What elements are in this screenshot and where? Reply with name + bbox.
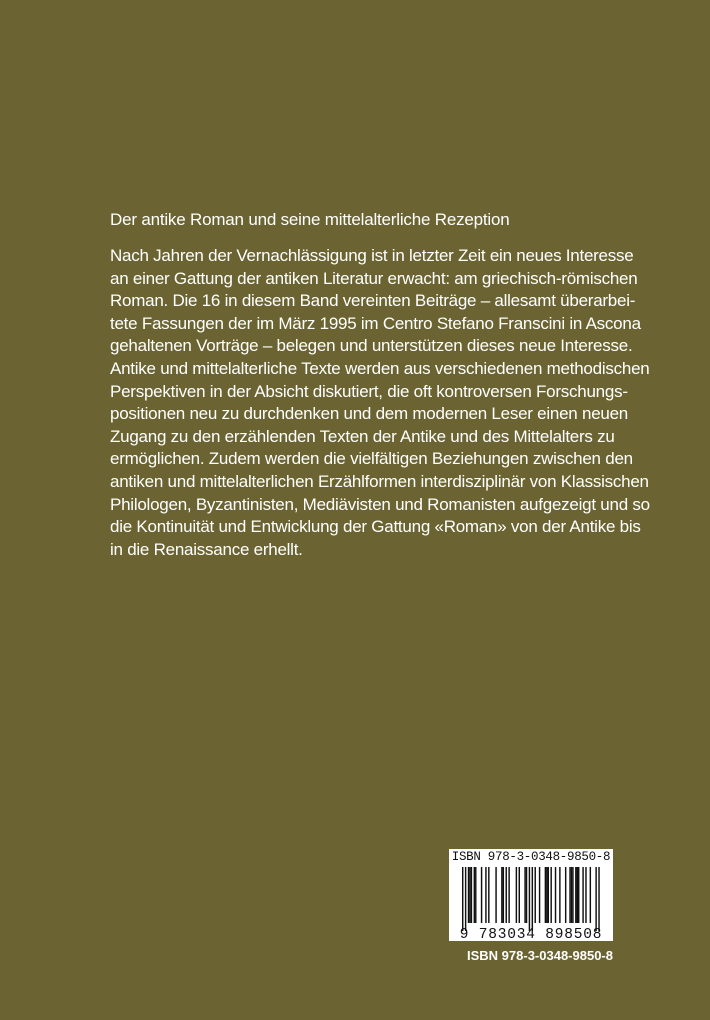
barcode [449, 849, 613, 941]
barcode-bar [516, 867, 517, 923]
barcode-bar [555, 867, 556, 923]
blurb-line: Roman. Die 16 in diesem Band vereinten Beiträge – allesamt überarbei- [110, 291, 636, 311]
barcode-bar [546, 867, 547, 923]
barcode-bar [503, 867, 504, 923]
blurb-line: positionen neu zu durchdenken und dem modernen Leser einen neuen [110, 404, 629, 424]
barcode-bar [578, 867, 579, 923]
blurb-line: Perspektiven in der Absicht diskutiert, die oft kontroversen Forschungs- [110, 381, 628, 401]
blurb-line: in die Renaissance erhellt. [110, 539, 303, 559]
barcode-bar [539, 867, 540, 923]
barcode-bar [532, 867, 533, 931]
blurb-line: gehaltenen Vorträge – belegen und unterstützen dieses neue Interesse. [110, 336, 633, 356]
barcode-bar [488, 867, 489, 923]
barcode-bar [465, 867, 466, 931]
barcode-bar [595, 867, 596, 931]
barcode-bar [598, 867, 599, 931]
barcode-bar [524, 867, 525, 923]
barcode-bars [462, 867, 600, 931]
barcode-bar [577, 867, 578, 923]
barcode-bar [571, 867, 572, 923]
barcode-bar [462, 867, 463, 931]
barcode-bar [565, 867, 566, 923]
blurb-line: ermöglichen. Zudem werden die vielfältigen Beziehungen zwischen den [110, 449, 633, 469]
barcode-bar [506, 867, 507, 923]
blurb-line: an einer Gattung der antiken Literatur erwacht: am griechisch-römischen [110, 268, 638, 288]
barcode-bar [481, 867, 482, 923]
subtitle: Der antike Roman und seine mittelalterliche Rezeption [110, 210, 510, 229]
blurb-line: tete Fassungen der im März 1995 im Centro Stefano Franscini in Ascona [110, 313, 641, 333]
barcode-isbn-top: ISBN 978-3-0348-9850-8 [451, 850, 611, 864]
barcode-bar [575, 867, 576, 923]
barcode-bar [495, 867, 496, 923]
barcode-bar [475, 867, 476, 923]
barcode-bar [471, 867, 472, 923]
barcode-bar [526, 867, 527, 923]
blurb-line: die Kontinuität und Entwicklung der Gattung «Roman» von der Antike bis [110, 517, 641, 537]
barcode-bar [519, 867, 520, 923]
barcode-bar [545, 867, 546, 923]
barcode-bar [469, 867, 470, 923]
barcode-bar [590, 867, 591, 923]
barcode-bar [508, 867, 509, 923]
blurb-line: Philologen, Byzantinisten, Mediävisten und Romanisten aufgezeigt und so [110, 494, 650, 514]
blurb [110, 245, 650, 561]
barcode-bar [548, 867, 549, 923]
barcode-bar [569, 867, 570, 923]
barcode-bar [535, 867, 536, 923]
barcode-bar [550, 867, 551, 923]
barcode-bar [572, 867, 573, 923]
barcode-bar [559, 867, 560, 923]
barcode-bar [474, 867, 475, 923]
blurb-line: Zugang zu den erzählenden Texten der Antike und des Mittelalters zu [110, 426, 615, 446]
barcode-bar [529, 867, 530, 931]
barcode-bar [501, 867, 502, 923]
barcode-bar [485, 867, 486, 923]
barcode-bar [468, 867, 469, 923]
barcode-bar [585, 867, 586, 923]
blurb-line: Nach Jahren der Vernachlässigung ist in letzter Zeit ein neues Interesse [110, 246, 634, 265]
blurb-line: Antike und mittelalterliche Texte werden aus verschiedenen methodischen [110, 358, 650, 378]
isbn-label: ISBN 978-3-0348-9850-8 [467, 948, 613, 963]
barcode-digits: 9 783034 898508 [459, 927, 603, 941]
barcode-graphic [449, 865, 613, 941]
barcode-bar [582, 867, 583, 923]
blurb-line: antiken und mittelalterlichen Erzählformen interdisziplinär von Klassischen [110, 471, 649, 491]
